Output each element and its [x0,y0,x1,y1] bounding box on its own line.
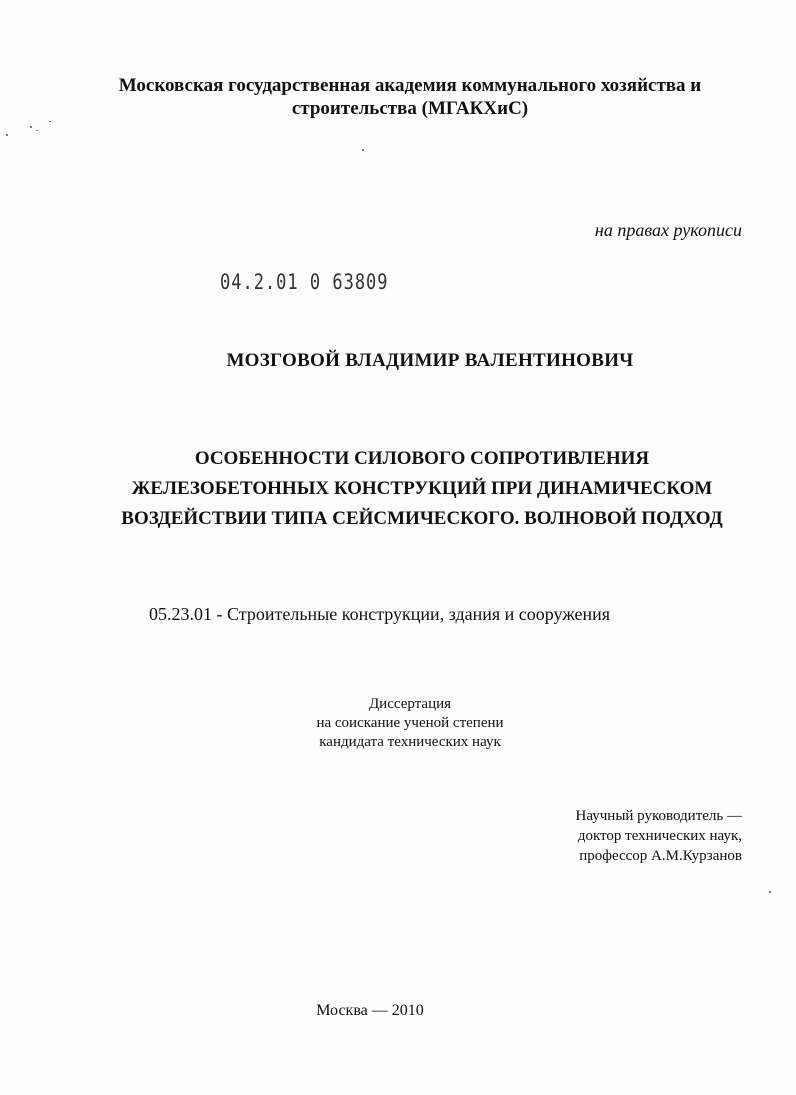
scan-speck [769,891,771,893]
degree-line-2: на соискание ученой степени [316,715,504,731]
place-and-year: Москва — 2010 [316,1002,424,1019]
scan-speck [36,130,38,131]
scan-speck [30,126,32,128]
title-line-2: ЖЕЛЕЗОБЕТОННЫХ КОНСТРУКЦИЙ ПРИ ДИНАМИЧЕСКОМ [131,478,713,499]
institution-name [60,74,760,120]
manuscript-note: на правах рукописи [594,220,742,240]
scan-speck [6,134,8,136]
supervisor-line-2: доктор технических наук, [577,828,742,844]
degree-statement [240,695,580,752]
title-line-1: ОСОБЕННОСТИ СИЛОВОГО СОПРОТИВЛЕНИЯ [194,448,650,469]
library-stamp-number: 04.2.01 0 63809 [220,270,389,295]
scientific-supervisor [520,806,742,866]
degree-line-3: кандидата технических наук [319,734,501,750]
degree-line-1: Диссертация [368,696,452,712]
author-name: МОЗГОВОЙ ВЛАДИМИР ВАЛЕНТИНОВИЧ [226,350,634,371]
institution-line-2: строительства (МГАКХиС) [291,98,529,119]
title-line-3: ВОЗДЕЙСТВИИ ТИПА СЕЙСМИЧЕСКОГО. ВОЛНОВОЙ ПОДХОД [121,508,723,529]
supervisor-line-3: профессор А.М.Курзанов [579,848,742,864]
specialty-code: 05.23.01 - Строительные конструкции, здания и сооружения [149,604,611,624]
scan-speck [362,149,364,151]
supervisor-line-1: Научный руководитель — [575,808,742,824]
scan-speck [49,121,51,122]
dissertation-title [60,444,784,534]
institution-line-1: Московская государственная академия коммунального хозяйства и [118,75,702,96]
